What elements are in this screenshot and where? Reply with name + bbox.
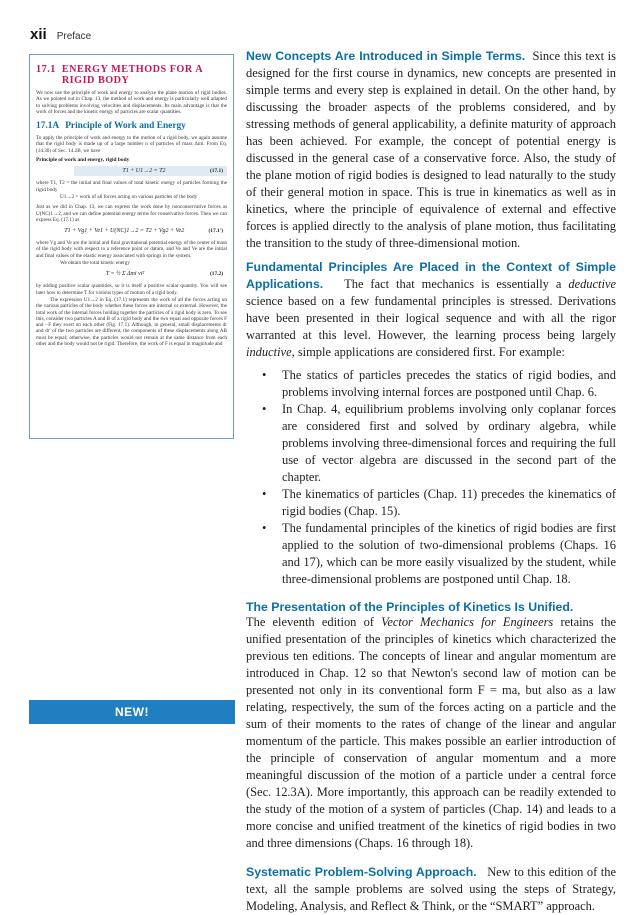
sample-section-title-line1: ENERGY METHODS FOR A (61, 64, 204, 75)
sample-where-2: U1→2 = work of all forces acting on various particles of the body (60, 193, 198, 200)
section-body-b: science based on a few fundamental principles is stressed. Derivations have been presented in their logical sequence and with all the rigor warranted at this level. However, the learning process being largely (246, 294, 616, 342)
new-badge: NEW! (29, 700, 235, 724)
sample-paragraph-3: Just as we did in Chap. 13, we can express the work done by nonconservative forces as U(NC)1→2, and we can define potential energy terms for conservative forces. Then we can express Eq. (17.1) as (36, 204, 227, 223)
bullet-icon: • (262, 368, 267, 382)
section-body-b: retains the unified presentation of the principles of kinetics which characterized the previous ten editions. The concepts of linear and angular momentum are introduced in Chap. 12 so that Newton's second law of motion can be presented not only in its conventional form F = ma, but also as a law relating, respectively, the sum of the forces acting on a particle and the sum of their moments to the rates of change of the linear and angular momentum of the particle. This makes possible an earlier introduction of the principle of conservation of angular momentum and a more meaningful discussion of the motion of a particle under a central force (Sec. 12.3A). More importantly, this approach can be readily extended to the study of the motion of a system of particles (Chap. 14) and leads to a more concise and unified treatment of the kinetics of rigid bodies in two and three dimensions (Chaps. 16 through 18). (246, 615, 617, 850)
section-heading: Fundamental Principles Are Placed in the Context of Simple Applications. (246, 260, 616, 291)
equation-number: (17.1′) (208, 228, 223, 235)
section-heading: New Concepts Are Introduced in Simple Terms. (246, 49, 526, 63)
page-number: xii (30, 26, 47, 43)
section-new-concepts (246, 48, 616, 252)
sample-paragraph-7: The expression U1→2 in Eq. (17.1) represents the work of all the forces acting on the various particles of the body whether these forces are internal or external. However, the total work of the internal forces holding together the particles of a rigid body is zero. To see this, consider two particles A and B of a rigid body and the two equal and opposite forces F and −F they exert on each other (Fig. 17.1). Although, in general, small displacements dr and dr′ of the two particles are different, the components of these displacements along AB must be equal; otherwise, the particles would not remain at the same distance from each other and the body would not be rigid. Therefore, the work of F is equal in magnitude and (36, 296, 227, 348)
section-heading: The Presentation of the Principles of Kinetics Is Unified. (246, 600, 574, 614)
bullet-icon: • (262, 521, 267, 535)
equation-number: (17.1) (209, 168, 223, 175)
sample-subsection-title: Principle of Work and Energy (65, 121, 186, 132)
section-body: New to this edition of the text, all the sample problems are solved using the steps of Strategy, Modeling, Analysis, and Reflect & Think, or the “SMART” approach. (246, 865, 616, 913)
sample-subsection-number: 17.1A (36, 121, 60, 132)
sample-where-1: where T1, T2 = the initial and final values of total kinetic energy of particles forming the rigid body (36, 180, 227, 193)
bullet-list (246, 367, 616, 588)
section-fundamental-principles (246, 259, 616, 361)
emphasis-inductive: inductive, (246, 345, 295, 359)
sample-paragraph-2: To apply the principle of work and energy to the motion of a rigid body, we again assume that the rigid body is made up of a large number n of particles of mass Δmi. From Eq. (14.30) of Sec. 14.2B, we have (36, 135, 227, 154)
section-body: Since this text is designed for the first course in dynamics, new concepts are presented in simple terms and every step is explained in detail. On the other hand, by discussing the broader aspects of the problems considered, and by stressing methods of general applicability, a definite maturity of approach has been achieved. For example, the concept of potential energy is discussed in the general case of a conservative force. Also, the study of the plane motion of rigid bodies is designed to lead naturally to the study of their general motion in space. This is true in kinematics as well as in kinetics, where the principle of equivalence of external and effective forces is applied directly to the analysis of plane motion, thus facilitating the transition to the study of three-dimensional motion. (246, 49, 616, 250)
main-column (246, 48, 616, 915)
list-item-text: The kinematics of particles (Chap. 11) precedes the kinematics of rigid bodies (Chap. 15). (282, 487, 616, 518)
list-item (246, 486, 616, 520)
emphasis-book-title: Vector Mechanics for Engineers (381, 615, 554, 629)
running-head: Preface (56, 31, 92, 42)
section-body-c: simple applications are considered first. For example: (297, 345, 565, 359)
list-item (246, 367, 616, 401)
sample-section-title-line2: RIGID BODY (61, 75, 130, 86)
equation-text: T1 + U1→2 = T2 (122, 168, 166, 175)
section-problem-solving (246, 864, 616, 915)
list-item-text: The statics of particles precedes the statics of rigid bodies, and problems involving internal forces are postponed until Chap. 6. (282, 368, 616, 399)
sample-intro: We now use the principle of work and energy to analyze the plane motion of rigid bodies. As we pointed out in Chap. 13, the method of work and energy is particularly well adapted to solving problems involving velocities and displacements. Its main advantage is that the work of forces and the kinetic energy of particles are scalar quantities. (36, 90, 227, 115)
list-item (246, 401, 616, 486)
sample-equation-17-1 (74, 166, 227, 176)
sample-equation-17-2 (36, 269, 227, 279)
sample-equation-17-1-prime (36, 226, 227, 236)
sample-section-heading (36, 64, 227, 86)
section-body (246, 614, 616, 852)
sample-margin-label: Principle of work and energy, rigid body (36, 157, 130, 164)
bullet-icon: • (262, 487, 267, 501)
equation-text: T1 + Vg1 + Ve1 + U(NC)1→2 = T2 + Vg2 + Ve2 (64, 228, 185, 235)
emphasis-deductive: deductive (568, 277, 616, 291)
sample-section-number: 17.1 (36, 64, 56, 75)
page-header (30, 26, 91, 43)
equation-text: T = ½ Σ Δmi vi² (105, 271, 145, 278)
sample-paragraph-5: We obtain the total kinetic energy (60, 260, 130, 267)
equation-number: (17.2) (209, 271, 223, 278)
sample-paragraph-6: by adding positive scalar quantities, so it is itself a positive scalar quantity. You will see later how to determine T for various types of motion of a rigid body. (36, 283, 227, 296)
section-heading: Systematic Problem-Solving Approach. (246, 865, 477, 879)
list-item (246, 520, 616, 588)
sample-subsection-heading (36, 121, 227, 131)
list-item-text: The fundamental principles of the kinetics of rigid bodies are first applied to the solution of two-dimensional problems (Chaps. 16 and 17), which can be more easily visualized by the student, while three-dimensional problems are postponed until Chap. 18. (282, 521, 616, 586)
sample-page-excerpt (29, 54, 234, 439)
sample-paragraph-4: where Vg and Ve are the initial and final gravitational potential energy of the center of mass of the rigid body with respect to a reference point or datum, and Ve and Ve are the initial and final values of the elastic energy associated with springs in the system. (36, 240, 227, 259)
bullet-icon: • (262, 402, 267, 416)
section-unified-kinetics (246, 600, 616, 852)
section-body-a: The eleventh edition of (246, 615, 374, 629)
list-item-text: In Chap. 4, equilibrium problems involving only coplanar forces are considered first and solved by ordinary algebra, while problems involving three-dimensional forces and requiring the full use of vector algebra are discussed in the second part of the chapter. (282, 402, 616, 484)
section-body-a: The fact that mechanics is essentially a (344, 277, 562, 291)
